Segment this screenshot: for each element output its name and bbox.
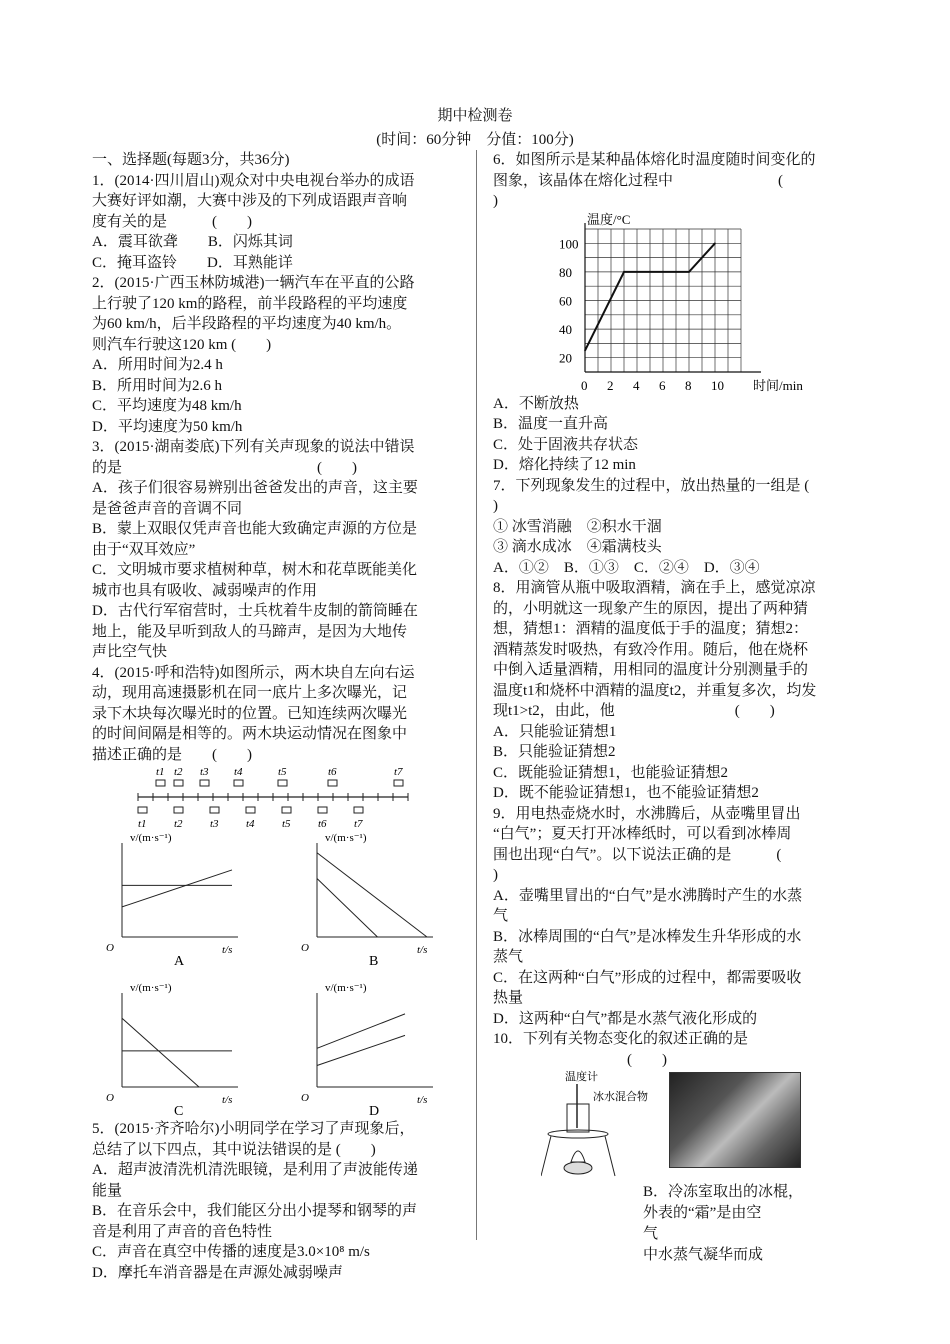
velocity-line <box>317 879 378 937</box>
origin-label: O <box>106 1092 114 1104</box>
left-column <box>92 150 464 1283</box>
bottom-strip-labels <box>138 807 363 829</box>
q10-option-line: B．冷冻室取出的冰棍， <box>643 1184 804 1200</box>
vt-graphs <box>92 829 464 1119</box>
x-tick-label: 8 <box>685 377 692 393</box>
bottom-time-label: t2 <box>174 818 183 829</box>
q8-line: 酒精蒸发时吸热，有致冷作用。随后，他在烧杯 <box>493 641 809 658</box>
bottom-block-position <box>174 807 183 813</box>
q3-option: 由于“双耳效应” <box>92 541 196 558</box>
q2-line: 上行驶了120 km的路程，前半段路程的平均速度 <box>92 295 408 312</box>
q1-line: 度有关的是 ( ) <box>92 213 252 230</box>
graph-letter: C <box>174 1104 184 1119</box>
top-time-label: t4 <box>234 766 243 778</box>
q3-option: D．古代行军宿营时，士兵枕着牛皮制的箭筒睡在 <box>92 603 418 619</box>
q3-option: A．孩子们很容易辨别出爸爸发出的声音，这主要 <box>92 480 418 496</box>
q2-option: D．平均速度为50 km/h <box>92 418 243 435</box>
q8-line: 温度t1和烧杯中酒精的温度t2，并重复多次，均发 <box>493 682 817 699</box>
top-time-label: t3 <box>200 766 209 778</box>
top-time-label: t7 <box>394 766 403 778</box>
data-point <box>714 242 716 244</box>
q2-option: C．平均速度为48 km/h <box>92 398 242 414</box>
x-tick-label: 4 <box>633 377 640 393</box>
top-block-position <box>328 780 337 786</box>
q2-option: A．所用时间为2.4 h <box>92 357 223 373</box>
q5-option: A．超声波清洗机清洗眼镜，是利用了声波能传递 <box>92 1162 418 1178</box>
origin-label: O <box>106 942 114 954</box>
q3-option: 地上，能及早听到敌人的马蹄声，是因为大地传 <box>92 623 408 640</box>
graph-letter: B <box>369 954 379 969</box>
q6-option: C．处于固液共存状态 <box>493 436 639 453</box>
bottom-block-position <box>138 807 147 813</box>
bottom-time-label: t7 <box>354 818 363 829</box>
alcohol-lamp <box>564 1162 592 1174</box>
section-heading: 一、选择题(每题3分，共36分) <box>92 152 290 168</box>
q9-option: 蒸气 <box>493 949 524 965</box>
top-strip-labels <box>156 766 403 786</box>
q9-option: D．这两种“白气”都是水蒸气液化形成的 <box>493 1010 758 1027</box>
x-tick-label: 10 <box>711 377 724 393</box>
q9-option: C．在这两种“白气”形成的过程中，都需要吸收 <box>493 969 802 986</box>
graph-letter: A <box>174 954 185 969</box>
y-tick-label: 100 <box>559 235 579 251</box>
top-time-label: t5 <box>278 766 287 778</box>
q9-option: A．壶嘴里冒出的“白气”是水沸腾时产生的水蒸 <box>493 887 803 904</box>
q10-option-line: 气 <box>643 1226 659 1242</box>
bottom-block-position <box>210 807 219 813</box>
vt-graph <box>301 832 433 969</box>
q9-option: 热量 <box>493 990 524 1006</box>
q8-line: 的，小明就这一现象产生的原因，提出了两种猜 <box>493 600 809 617</box>
x-tick-label: 2 <box>607 377 614 393</box>
bottom-block-position <box>354 807 363 813</box>
q3-line: 3．(2015·湖南娄底)下列有关声现象的说法中错误 <box>92 439 415 455</box>
right-column <box>493 150 865 1266</box>
y-tick-label: 40 <box>559 321 572 337</box>
q3-line: 的是 ( ) <box>92 459 357 476</box>
q8-option: D．既不能验证猜想1，也不能验证猜想2 <box>493 785 759 801</box>
flame <box>571 1151 585 1162</box>
q4-line: 录下木块每次曝光时的位置。已知连续两次曝光 <box>92 705 408 722</box>
y-axis-label: v/(m·s⁻¹) <box>325 832 367 844</box>
top-time-label: t6 <box>328 766 337 778</box>
data-point <box>623 271 625 273</box>
bottom-time-label: t4 <box>246 818 255 829</box>
stand-leg <box>605 1136 615 1176</box>
q4-line: 的时间间隔是相等的。两木块运动情况在图象中 <box>92 726 408 742</box>
velocity-line <box>317 1014 405 1048</box>
q9-line: “白气”；夏天打开冰棒纸时，可以看到冰棒周 <box>493 826 792 842</box>
origin-label: O <box>301 1092 309 1104</box>
velocity-line <box>122 870 232 907</box>
q9-option: 气 <box>493 908 509 924</box>
y-tick-label: 60 <box>559 293 572 308</box>
q1-line: 大赛好评如潮，大赛中涉及的下列成语跟声音响 <box>92 193 408 209</box>
q4-line: 动，现用高速摄影机在同一底片上多次曝光，记 <box>92 685 408 701</box>
q5-option: B．在音乐会中，我们能区分出小提琴和钢琴的声 <box>92 1203 418 1219</box>
x-axis-label: t/s <box>417 1094 428 1106</box>
q5-option: D．摩托车消音器是在声源处减弱噪声 <box>92 1264 343 1281</box>
q4-line: 4．(2015·呼和浩特)如图所示，两木块自左向右运 <box>92 664 415 681</box>
q3-option: 声比空气快 <box>92 644 168 660</box>
top-block-position <box>174 780 183 786</box>
q9-line: 9．用电热壶烧水时，水沸腾后，从壶嘴里冒出 <box>493 805 801 822</box>
q7-line: 7．下列现象发生的过程中，放出热量的一组是 ( <box>493 477 810 494</box>
data-point <box>688 271 690 273</box>
y-axis-label: v/(m·s⁻¹) <box>130 982 172 994</box>
x-tick-label: 6 <box>659 377 666 393</box>
q7-item: ③ 滴水成冰 ④霜满枝头 <box>493 539 662 555</box>
q10-figures <box>493 1070 865 1182</box>
vt-graph <box>106 982 238 1119</box>
q5-line: 5．(2015·齐齐哈尔)小明同学在学习了声现象后， <box>92 1121 415 1137</box>
q8-option: B．只能验证猜想2 <box>493 744 616 760</box>
exam-meta: (时间：60分钟 分值：100分) <box>376 132 574 148</box>
velocity-line <box>317 1035 405 1065</box>
q1-line: 1．(2014·四川眉山)观众对中央电视台举办的成语 <box>92 172 415 189</box>
q2-option: B．所用时间为2.6 h <box>92 377 223 394</box>
x-axis-label: t/s <box>417 944 428 956</box>
top-block-position <box>278 780 287 786</box>
q7-line: ) <box>493 498 498 514</box>
y-axis-label: 温度/°C <box>587 211 631 227</box>
q10-option-b <box>493 1182 865 1266</box>
q7-item: ① 冰雪消融 ②积水干涸 <box>493 518 662 535</box>
bottom-block-position <box>246 807 255 813</box>
y-tick-label: 80 <box>559 264 572 280</box>
q3-option: C．文明城市要求植树种草，树木和花草既能美化 <box>92 562 418 578</box>
bottom-block-position <box>282 807 291 813</box>
q3-option: 是爸爸声音的音调不同 <box>92 500 243 517</box>
q10-option-line: 外表的“霜”是由空 <box>643 1205 762 1221</box>
ice-pop-photo <box>669 1072 801 1168</box>
origin-label: O <box>301 942 309 954</box>
top-time-label: t2 <box>174 766 183 778</box>
q10-paren: ( ) <box>627 1051 667 1068</box>
page-title: 期中检测卷 <box>437 108 513 124</box>
x-axis-label: 时间/min <box>753 377 803 393</box>
q5-line: 总结了以下四点，其中说法错误的是 ( ) <box>92 1141 376 1158</box>
q6-option: B．温度一直升高 <box>493 416 609 432</box>
bottom-time-label: t6 <box>318 818 327 829</box>
top-time-label: t1 <box>156 766 165 778</box>
q6-option: A．不断放热 <box>493 395 579 412</box>
mixture-label: 冰水混合物 <box>593 1091 648 1103</box>
q1-option: C．掩耳盗铃 D．耳熟能详 <box>92 254 293 271</box>
melting-curve-chart <box>493 212 865 394</box>
x-axis-label: t/s <box>222 1094 233 1106</box>
q10-option-line: 中水蒸气凝华而成 <box>643 1247 764 1263</box>
top-block-position <box>156 780 165 786</box>
vt-graph <box>301 982 433 1119</box>
data-point <box>584 349 586 351</box>
q6-option: D．熔化持续了12 min <box>493 457 636 473</box>
q5-option: C．声音在真空中传播的速度是3.0×10⁸ m/s <box>92 1244 370 1260</box>
q6-line: ) <box>493 193 498 209</box>
q6-line: 图象，该晶体在熔化过程中 ( <box>493 172 783 189</box>
exposure-strip-diagram <box>92 765 464 829</box>
bottom-time-label: t5 <box>282 818 291 829</box>
q3-option: B．蒙上双眼仅凭声音也能大致确定声源的方位是 <box>92 521 418 537</box>
graph-letter: D <box>369 1104 380 1119</box>
vt-graph-grid <box>92 829 464 1119</box>
q4-line: 描述正确的是 ( ) <box>92 746 252 763</box>
q6-line: 6．如图所示是某种晶体熔化时温度随时间变化的 <box>493 152 816 168</box>
q5-option: 音是利用了声音的音色特性 <box>92 1223 273 1240</box>
bottom-time-label: t1 <box>138 818 147 829</box>
column-divider <box>476 150 477 1240</box>
top-block-position <box>200 780 209 786</box>
vt-graph <box>106 832 238 969</box>
q7-options: A．①② B．①③ C．②④ D．③④ <box>493 559 760 576</box>
q10-line: 10．下列有关物态变化的叙述正确的是 <box>493 1031 749 1047</box>
thermometer-label: 温度计 <box>565 1071 598 1083</box>
q8-line: 中倒入适量酒精，用相同的温度计分别测量手的 <box>493 662 809 678</box>
q8-option: C．既能验证猜想1，也能验证猜想2 <box>493 764 729 781</box>
velocity-line <box>122 1018 199 1087</box>
boiling-apparatus-figure <box>541 1070 661 1180</box>
q8-line: 现t1>t2，由此，他 ( ) <box>493 703 775 719</box>
stand-leg <box>541 1136 551 1176</box>
q9-line: 围也出现“白气”。以下说法正确的是 ( <box>493 846 782 863</box>
x-axis-label: t/s <box>222 944 233 956</box>
gauze <box>548 1130 608 1138</box>
top-block-position <box>394 780 403 786</box>
bottom-block-position <box>318 807 327 813</box>
q1-option: A．震耳欲聋 B．闪烁其词 <box>92 234 293 250</box>
q8-option: A．只能验证猜想1 <box>493 723 617 740</box>
q2-line: 为60 km/h，后半段路程的平均速度为40 km/h。 <box>92 316 402 332</box>
x-tick-label: 0 <box>581 377 588 393</box>
top-block-position <box>234 780 243 786</box>
y-tick-label: 20 <box>559 350 572 366</box>
bottom-time-label: t3 <box>210 818 219 829</box>
q9-option: B．冰棒周围的“白气”是冰棒发生升华形成的水 <box>493 928 802 945</box>
q9-line: ) <box>493 867 498 883</box>
q8-line: 8．用滴管从瓶中吸取酒精，滴在手上，感觉凉凉 <box>493 580 816 596</box>
y-axis-label: v/(m·s⁻¹) <box>325 982 367 994</box>
q3-option: 城市也具有吸收、减弱噪声的作用 <box>92 582 318 599</box>
beaker <box>567 1104 589 1132</box>
q5-option: 能量 <box>92 1182 123 1199</box>
strip-track <box>138 793 408 801</box>
q2-line: 则汽车行驶这120 km ( ) <box>92 336 272 353</box>
q2-line: 2．(2015·广西玉林防城港)一辆汽车在平直的公路 <box>92 275 415 291</box>
q8-line: 想，猜想1：酒精的温度低于手的温度；猜想2： <box>493 621 809 637</box>
y-axis-label: v/(m·s⁻¹) <box>130 832 172 844</box>
